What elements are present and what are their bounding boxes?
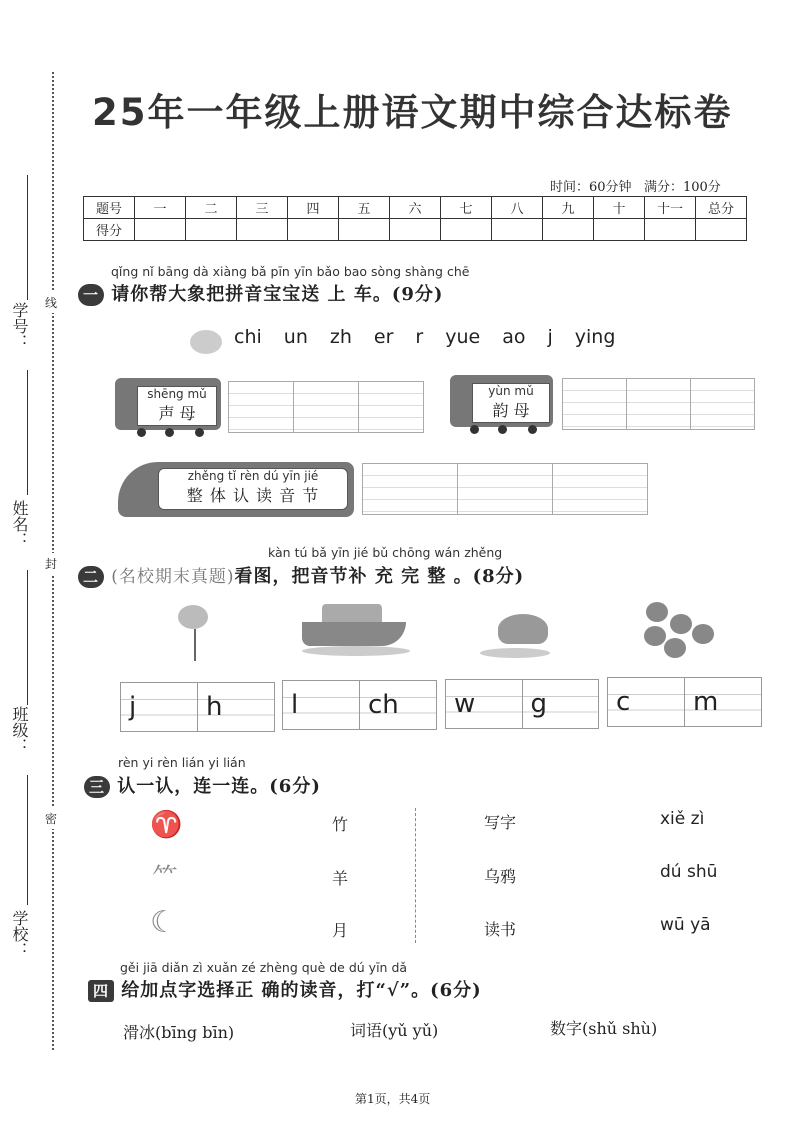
char-item[interactable]: 月 xyxy=(332,921,349,940)
syllable-box[interactable] xyxy=(282,680,437,730)
score-header-cell: 二 xyxy=(186,197,237,219)
pinyin-letter[interactable]: er xyxy=(373,326,394,348)
initial: l xyxy=(291,690,299,720)
q1-text: 请你帮大象把拼音宝宝送 上 车。(9分) xyxy=(111,284,444,305)
train-pinyin: zhěng tǐ rèn dú yīn jié xyxy=(187,469,319,483)
q4-heading xyxy=(88,976,482,1002)
pinyin-item[interactable]: wū yā xyxy=(660,915,711,935)
score-header-cell: 总分 xyxy=(696,197,747,219)
wheel xyxy=(528,425,537,434)
goat-icon: ♈ xyxy=(150,810,183,840)
reading-choice[interactable]: 滑冰(bīng bīn) xyxy=(123,1023,235,1042)
score-header-cell: 三 xyxy=(237,197,288,219)
seal-char: 密 xyxy=(45,808,57,829)
q2-heading xyxy=(78,562,524,588)
score-cell[interactable] xyxy=(441,219,492,241)
ship-icon xyxy=(302,604,410,662)
score-cell[interactable] xyxy=(237,219,288,241)
time-limit: 时间：60分钟 xyxy=(550,180,632,195)
pinyin-letter[interactable]: r xyxy=(415,326,424,348)
score-cell[interactable] xyxy=(543,219,594,241)
pinyin-letter[interactable]: ao xyxy=(502,326,526,348)
score-table xyxy=(83,196,747,241)
score-cell[interactable] xyxy=(390,219,441,241)
seal-char: 线 xyxy=(45,292,57,313)
wheel xyxy=(195,428,204,437)
score-cell[interactable] xyxy=(492,219,543,241)
turtle-icon xyxy=(480,602,558,662)
word-item[interactable]: 写字 xyxy=(484,813,517,832)
side-rule xyxy=(27,175,28,300)
pinyin-letter[interactable]: un xyxy=(283,326,308,348)
train-yunmu xyxy=(450,375,553,427)
score-row-label: 得分 xyxy=(84,219,135,241)
reading-choice[interactable]: 数字(shǔ shù) xyxy=(550,1019,658,1038)
train-shengmu xyxy=(115,378,221,430)
side-rule xyxy=(27,570,28,705)
score-cell[interactable] xyxy=(645,219,696,241)
moon-icon: ☾ xyxy=(150,905,177,940)
final: g xyxy=(522,680,599,728)
q3-text: 认一认，连一连。(6分) xyxy=(117,776,321,797)
q1-heading xyxy=(78,280,443,306)
q4-text: 给加点字选择正 确的读音，打“√”。(6分) xyxy=(121,980,482,1001)
score-cell[interactable] xyxy=(288,219,339,241)
q2-text: 看图，把音节补 充 完 整 。(8分) xyxy=(234,566,525,587)
wheel xyxy=(165,428,174,437)
persimmon-icon xyxy=(640,600,720,660)
bamboo-icon: ⺮ xyxy=(152,863,179,893)
score-header-cell: 题号 xyxy=(84,197,135,219)
score-header-cell: 十 xyxy=(594,197,645,219)
score-cell[interactable] xyxy=(696,219,747,241)
wheel xyxy=(498,425,507,434)
q2-pinyin: kàn tú bǎ yīn jié bǔ chōng wán zhěng xyxy=(268,545,503,560)
char-item[interactable]: 羊 xyxy=(332,869,349,888)
word-item[interactable]: 乌鸦 xyxy=(484,867,517,886)
pinyin-item[interactable]: xiě zì xyxy=(660,809,705,829)
score-header-cell: 五 xyxy=(339,197,390,219)
answer-boxes[interactable] xyxy=(228,381,424,433)
answer-boxes[interactable] xyxy=(562,378,755,430)
q3-pinyin: rèn yi rèn lián yi lián xyxy=(118,755,246,770)
score-header-cell: 六 xyxy=(390,197,441,219)
side-rule xyxy=(27,775,28,905)
page-footer: 第1页，共4页 xyxy=(355,1092,431,1106)
train-pinyin: yùn mǔ xyxy=(488,384,534,398)
initial: j xyxy=(129,692,137,722)
initial: c xyxy=(616,687,631,717)
train-label: 声 母 xyxy=(158,404,196,423)
answer-boxes[interactable] xyxy=(362,463,648,515)
pinyin-letter[interactable]: ying xyxy=(574,326,616,348)
school-label: 学校： xyxy=(10,910,29,958)
question-number-badge: 四 xyxy=(88,980,114,1002)
score-header-cell: 一 xyxy=(135,197,186,219)
syllable-box[interactable] xyxy=(120,682,275,732)
final: m xyxy=(684,678,761,726)
train-pinyin: shēng mǔ xyxy=(147,387,207,401)
score-header-cell: 八 xyxy=(492,197,543,219)
q4-pinyin: gěi jiā diǎn zì xuǎn zé zhèng què de dú yīn dǎ xyxy=(120,960,408,975)
pinyin-letter[interactable]: zh xyxy=(329,326,352,348)
score-cell[interactable] xyxy=(135,219,186,241)
syllable-box[interactable] xyxy=(445,679,599,729)
train-label: 整 体 认 读 音 节 xyxy=(186,486,320,505)
score-header-cell: 四 xyxy=(288,197,339,219)
syllable-box[interactable] xyxy=(607,677,762,727)
q2-source: (名校期末真题) xyxy=(111,567,235,587)
question-number-badge: 三 xyxy=(84,776,110,798)
question-number-badge: 一 xyxy=(78,284,104,306)
score-cell[interactable] xyxy=(594,219,645,241)
pinyin-letter[interactable]: yue xyxy=(445,326,481,348)
final: h xyxy=(197,683,274,731)
wheel xyxy=(137,428,146,437)
score-cell[interactable] xyxy=(186,219,237,241)
train-label: 韵 母 xyxy=(492,401,530,420)
class-label: 班级： xyxy=(10,706,29,754)
char-item[interactable]: 竹 xyxy=(332,815,349,834)
score-cell[interactable] xyxy=(339,219,390,241)
word-item[interactable]: 读书 xyxy=(484,920,517,939)
pinyin-letter-row xyxy=(234,326,637,348)
score-header-cell: 七 xyxy=(441,197,492,219)
full-score: 满分：100分 xyxy=(643,180,721,195)
pinyin-item[interactable]: dú shū xyxy=(660,862,718,882)
initial: w xyxy=(454,689,476,719)
side-rule xyxy=(27,370,28,495)
pinyin-letter[interactable]: chi xyxy=(234,326,262,348)
seal-char: 封 xyxy=(45,553,57,574)
score-header-cell: 九 xyxy=(543,197,594,219)
pinyin-letter[interactable]: j xyxy=(547,326,553,348)
page-title: 25年一年级上册语文期中综合达标卷 xyxy=(92,91,733,134)
q1-pinyin: qǐng nǐ bāng dà xiàng bǎ pīn yīn bǎo bao sòng shàng chē xyxy=(111,264,470,279)
divider xyxy=(415,808,416,943)
wheel xyxy=(470,425,479,434)
flower-icon xyxy=(170,605,220,665)
final: ch xyxy=(359,681,436,729)
exam-meta xyxy=(550,176,721,195)
student-no-label: 学号： xyxy=(10,302,29,350)
name-label: 姓名： xyxy=(10,500,29,548)
score-header-cell: 十一 xyxy=(645,197,696,219)
q3-heading xyxy=(84,772,321,798)
train-zhengti xyxy=(118,462,354,517)
elephant-icon xyxy=(190,330,222,354)
reading-choice[interactable]: 词语(yǔ yǔ) xyxy=(350,1021,439,1040)
question-number-badge: 二 xyxy=(78,566,104,588)
